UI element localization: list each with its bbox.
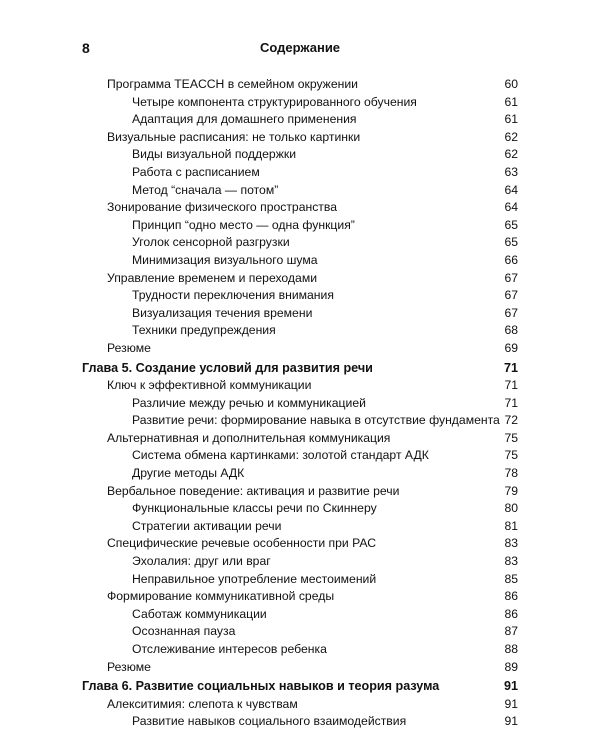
toc-entry [82, 146, 518, 164]
toc-entry-title: Адаптация для домашнего применения [132, 112, 357, 127]
toc-entry-title: Программа TEACCH в семейном окружении [107, 77, 358, 91]
page-header [82, 40, 518, 60]
toc-entry-page: 71 [503, 360, 518, 375]
toc-entry [82, 129, 518, 147]
toc-entry-title: Развитие навыков социального взаимодействия [132, 714, 407, 729]
toc-entry-title: Осознанная пауза [132, 624, 236, 639]
toc-entry-title: Уголок сенсорной разгрузки [132, 235, 290, 250]
toc-entry-title: Визуальные расписания: не только картинки [107, 129, 361, 144]
toc-entry [82, 659, 518, 677]
toc-entry-title: Резюме [107, 659, 151, 674]
toc-entry [82, 94, 518, 112]
toc-entry-title: Эхолалия: друг или враг [132, 554, 271, 569]
toc-entry-title: Визуализация течения времени [132, 305, 313, 320]
toc-entry [82, 430, 518, 448]
toc-entry-title: Функциональные классы речи по Скиннеру [132, 501, 377, 516]
toc-entry-page: 83 [504, 536, 518, 551]
toc-entry-title: Трудности переключения внимания [132, 288, 334, 303]
toc-entry [82, 377, 518, 395]
toc-entry-page: 62 [504, 129, 518, 144]
toc-entry-page: 69 [504, 340, 518, 355]
table-of-contents [82, 76, 518, 731]
toc-entry [82, 287, 518, 305]
toc-entry [82, 447, 518, 465]
toc-entry-page: 65 [504, 217, 518, 232]
page-number: 8 [82, 40, 90, 56]
toc-chapter-entry [82, 678, 518, 696]
toc-entry-page: 68 [504, 323, 518, 338]
toc-entry-page: 86 [504, 606, 518, 621]
toc-entry [82, 696, 518, 714]
toc-entry [82, 518, 518, 536]
toc-entry [82, 500, 518, 518]
running-title: Содержание [259, 40, 341, 55]
toc-entry [82, 182, 518, 200]
toc-entry-title: Ключ к эффективной коммуникации [107, 378, 312, 393]
toc-entry-page: 64 [504, 182, 518, 197]
toc-entry [82, 465, 518, 483]
toc-entry [82, 713, 518, 731]
toc-entry-title: Стратегии активации речи [132, 518, 282, 533]
toc-entry-title: Специфические речевые особенности при РАС [107, 536, 377, 551]
toc-entry-page: 63 [504, 164, 518, 179]
toc-entry-page: 71 [504, 378, 518, 393]
toc-entry-page: 89 [504, 659, 518, 674]
toc-entry-page: 91 [503, 679, 518, 694]
toc-entry [82, 252, 518, 270]
toc-entry-page: 75 [504, 430, 518, 445]
toc-entry [82, 111, 518, 129]
toc-entry [82, 217, 518, 235]
toc-entry [82, 641, 518, 659]
toc-entry-title: Принцип “одно место — одна функция” [132, 217, 355, 232]
toc-entry-title: Формирование коммуникативной среды [107, 589, 335, 604]
toc-entry [82, 588, 518, 606]
toc-entry-page: 80 [504, 501, 518, 516]
toc-entry-page: 85 [504, 571, 518, 586]
toc-entry-title: Неправильное употребление местоимений [132, 571, 377, 586]
toc-entry-title: Метод “сначала — потом” [132, 182, 279, 197]
toc-entry-title: Работа с расписанием [132, 164, 260, 179]
toc-entry-page: 72 [504, 413, 518, 428]
toc-entry [82, 164, 518, 182]
toc-entry-page: 67 [504, 288, 518, 303]
toc-entry-page: 88 [504, 642, 518, 656]
toc-entry-page: 91 [504, 696, 518, 711]
toc-entry-title: Четыре компонента структурированного обучения [132, 94, 417, 109]
toc-entry-title: Альтернативная и дополнительная коммуникация [107, 430, 391, 445]
toc-entry-page: 86 [504, 589, 518, 604]
toc-entry-page: 66 [504, 252, 518, 267]
toc-entry-title: Развитие речи: формирование навыка в отсутствие фундамента [132, 413, 500, 428]
toc-entry-title: Зонирование физического пространства [107, 200, 338, 215]
toc-entry-title: Техники предупреждения [132, 323, 276, 338]
toc-entry-title: Вербальное поведение: активация и развитие речи [107, 483, 400, 498]
toc-entry [82, 199, 518, 217]
toc-entry [82, 270, 518, 288]
toc-entry [82, 606, 518, 624]
toc-entry-page: 67 [504, 305, 518, 320]
toc-entry-title: Глава 6. Развитие социальных навыков и теория разума [82, 679, 440, 694]
toc-entry-title: Виды визуальной поддержки [132, 147, 297, 162]
toc-entry-title: Саботаж коммуникации [132, 606, 267, 621]
toc-entry [82, 553, 518, 571]
toc-chapter-entry [82, 360, 518, 378]
toc-entry-page: 67 [504, 270, 518, 285]
toc-entry-title: Различие между речью и коммуникацией [132, 395, 366, 410]
toc-entry-title: Минимизация визуального шума [132, 252, 318, 267]
toc-entry-page: 64 [504, 200, 518, 215]
toc-entry [82, 535, 518, 553]
toc-entry-page: 91 [504, 714, 518, 729]
toc-entry-page: 87 [504, 624, 518, 639]
toc-entry-title: Резюме [107, 340, 151, 355]
toc-entry [82, 483, 518, 501]
toc-entry-title: Глава 5. Создание условий для развития речи [82, 360, 373, 375]
toc-entry [82, 340, 518, 358]
toc-entry [82, 234, 518, 252]
toc-entry-page: 65 [504, 235, 518, 250]
toc-entry-page: 75 [504, 448, 518, 463]
toc-entry [82, 305, 518, 323]
toc-entry [82, 395, 518, 413]
toc-entry-title: Отслеживание интересов ребенка [132, 642, 327, 656]
toc-entry [82, 571, 518, 589]
toc-entry [82, 412, 518, 430]
toc-entry-page: 62 [504, 147, 518, 162]
toc-entry-page: 83 [504, 554, 518, 569]
toc-entry-page: 71 [504, 395, 518, 410]
toc-entry [82, 322, 518, 340]
toc-entry-page: 79 [504, 483, 518, 498]
toc-entry-page: 81 [504, 518, 518, 533]
toc-entry-page: 61 [504, 94, 518, 109]
toc-entry-title: Другие методы АДК [132, 466, 245, 481]
toc-entry [82, 623, 518, 641]
toc-entry-page: 60 [504, 77, 518, 91]
toc-entry [82, 76, 518, 94]
toc-entry-page: 78 [504, 466, 518, 481]
toc-entry-page: 61 [504, 112, 518, 127]
toc-entry-title: Алекситимия: слепота к чувствам [107, 696, 298, 711]
toc-entry-title: Управление временем и переходами [107, 270, 318, 285]
toc-entry-title: Система обмена картинками: золотой стандарт АДК [132, 448, 429, 463]
